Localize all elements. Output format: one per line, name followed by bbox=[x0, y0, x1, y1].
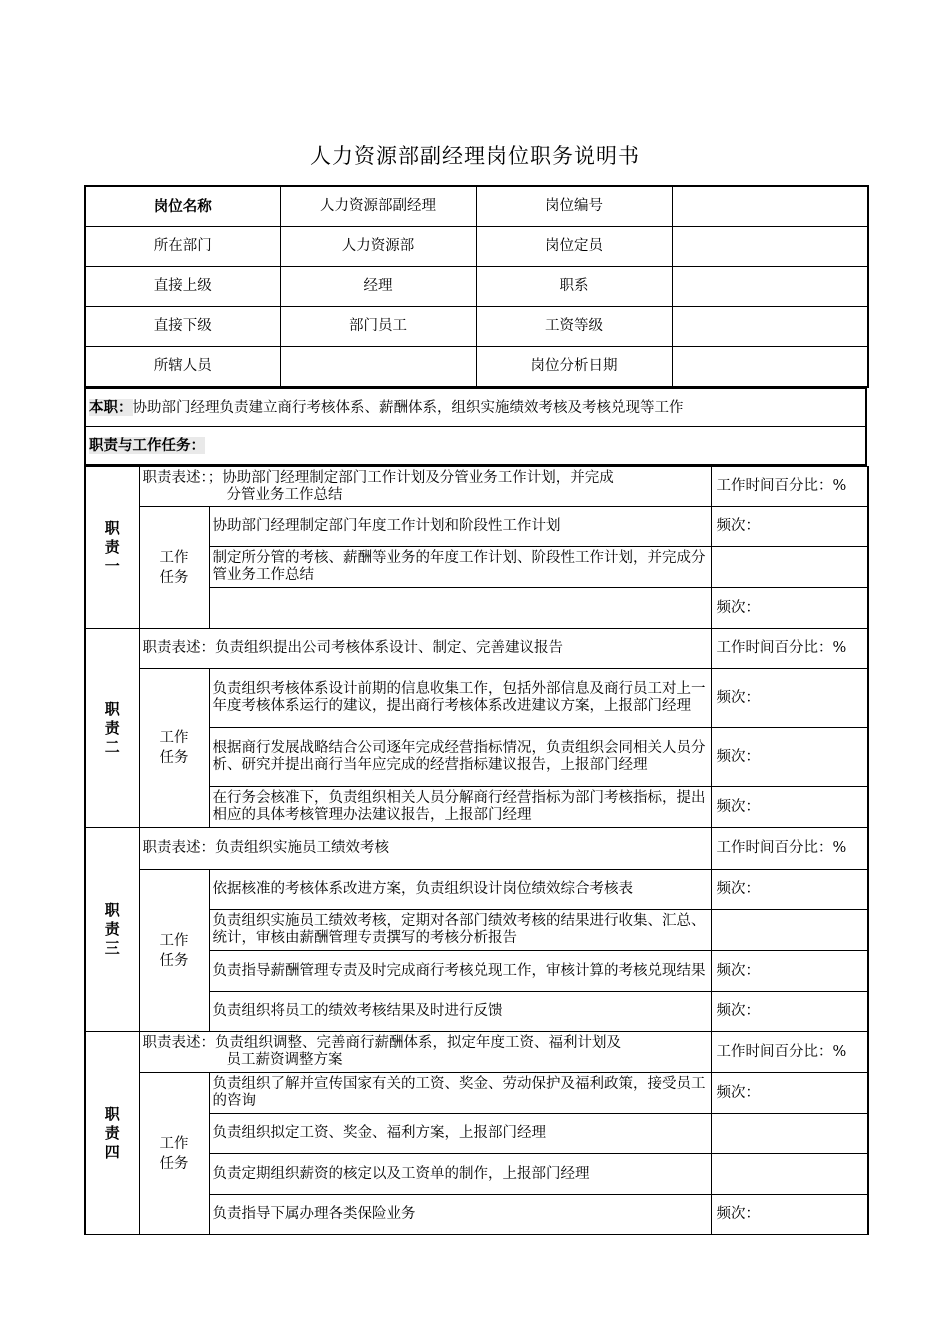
task-frequency bbox=[711, 910, 868, 951]
task-row bbox=[85, 1073, 868, 1114]
task-row bbox=[85, 669, 868, 728]
summary-table bbox=[84, 388, 867, 466]
page-title: 人力资源部副经理岗位职务说明书 bbox=[310, 144, 640, 168]
header-table bbox=[84, 185, 869, 388]
task-frequency: 频次： bbox=[711, 870, 868, 910]
task-text: 负责组织考核体系设计前期的信息收集工作，包括外部信息及商行员工对上一年度考核体系运行的建议，提出商行考核体系改进建议方案，上报部门经理 bbox=[209, 669, 711, 728]
task-frequency: 频次： bbox=[711, 951, 868, 992]
header-label: 所辖人员 bbox=[85, 347, 280, 388]
duty-label bbox=[85, 629, 139, 828]
header-value bbox=[672, 267, 868, 307]
duty-label-char: 责 bbox=[104, 920, 120, 938]
task-label-line2: 任务 bbox=[159, 750, 189, 766]
task-frequency bbox=[711, 1154, 868, 1195]
header-label: 职系 bbox=[476, 267, 672, 307]
duties-heading-row bbox=[85, 427, 866, 466]
task-text: 协助部门经理制定部门年度工作计划和阶段性工作计划 bbox=[209, 507, 711, 547]
task-frequency: 频次： bbox=[711, 1195, 868, 1235]
statement-prefix: 职责表述： bbox=[142, 640, 215, 656]
header-value: 经理 bbox=[280, 267, 476, 307]
duties-heading: 职责与工作任务： bbox=[89, 436, 205, 454]
duty-statement-row bbox=[85, 1032, 868, 1073]
statement-line1: 负责组织提出公司考核体系设计、制定、完善建议报告 bbox=[215, 640, 563, 656]
duty-label-char: 职 bbox=[104, 699, 120, 718]
task-text: 负责指导下属办理各类保险业务 bbox=[209, 1195, 711, 1235]
duty-statement-row bbox=[85, 629, 868, 669]
summary-label: 本职： bbox=[89, 398, 133, 416]
duty-label-char: 职 bbox=[104, 901, 120, 919]
statement-prefix: 职责表述： bbox=[142, 469, 208, 486]
header-label: 岗位分析日期 bbox=[476, 347, 672, 388]
task-text: 依据核准的考核体系改进方案，负责组织设计岗位绩效综合考核表 bbox=[209, 870, 711, 910]
header-value: 人力资源部 bbox=[280, 227, 476, 267]
task-text bbox=[209, 588, 711, 629]
task-text: 负责组织实施员工绩效考核，定期对各部门绩效考核的结果进行收集、汇总、统计，审核由薪酬管理专责撰写的考核分析报告 bbox=[209, 910, 711, 951]
duty-statement-row bbox=[85, 467, 868, 507]
header-label: 岗位定员 bbox=[476, 227, 672, 267]
header-value bbox=[672, 227, 868, 267]
header-row bbox=[85, 186, 868, 227]
duty-label bbox=[85, 1032, 139, 1235]
duty-label-char: 责 bbox=[104, 718, 120, 737]
statement-line2: 员工薪资调整方案 bbox=[226, 1052, 343, 1068]
task-label-line1: 工作 bbox=[159, 932, 189, 949]
header-label: 直接下级 bbox=[85, 307, 280, 347]
header-label: 岗位名称 bbox=[85, 186, 280, 227]
task-text: 在行务会核准下，负责组织相关人员分解商行经营指标为部门考核指标，提出相应的具体考核管理办法建议报告，上报部门经理 bbox=[209, 787, 711, 828]
task-frequency: 频次： bbox=[711, 787, 868, 828]
task-frequency bbox=[711, 1114, 868, 1154]
task-frequency: 频次： bbox=[711, 728, 868, 787]
task-text: 根据商行发展战略结合公司逐年完成经营指标情况，负责组织会同相关人员分析、研究并提出商行当年应完成的经营指标建议报告，上报部门经理 bbox=[209, 728, 711, 787]
task-text: 负责组织将员工的绩效考核结果及时进行反馈 bbox=[209, 992, 711, 1032]
statement-line1: 负责组织实施员工绩效考核 bbox=[215, 840, 389, 856]
duty-statement-row bbox=[85, 828, 868, 870]
task-label bbox=[139, 870, 209, 1032]
duty-statement bbox=[139, 467, 711, 507]
duty-label-char: 三 bbox=[104, 939, 120, 957]
task-text: 制定所分管的考核、薪酬等业务的年度工作计划、阶段性工作计划，并完成分管业务工作总结 bbox=[209, 547, 711, 588]
task-frequency: 频次： bbox=[711, 992, 868, 1032]
task-frequency bbox=[711, 547, 868, 588]
task-row bbox=[85, 507, 868, 547]
task-label-line2: 任务 bbox=[159, 1155, 189, 1172]
task-text: 负责组织拟定工资、奖金、福利方案，上报部门经理 bbox=[209, 1114, 711, 1154]
task-label-line2: 任务 bbox=[159, 952, 189, 969]
statement-prefix: 职责表述： bbox=[142, 840, 215, 856]
task-frequency: 频次： bbox=[711, 669, 868, 728]
header-label: 直接上级 bbox=[85, 267, 280, 307]
task-label-line2: 任务 bbox=[159, 569, 189, 586]
task-label-line1: 工作 bbox=[159, 1135, 189, 1152]
duty-label-char: 二 bbox=[104, 737, 120, 756]
duty-label-char: 责 bbox=[104, 1123, 120, 1142]
header-row bbox=[85, 347, 868, 388]
summary-row bbox=[85, 389, 866, 427]
task-label-line1: 工作 bbox=[159, 549, 189, 566]
task-row bbox=[85, 870, 868, 910]
statement-prefix: 职责表述： bbox=[142, 1035, 215, 1051]
duty-label-char: 职 bbox=[104, 519, 120, 537]
duty-label bbox=[85, 828, 139, 1032]
task-frequency: 频次： bbox=[711, 1073, 868, 1114]
header-value: 部门员工 bbox=[280, 307, 476, 347]
task-text: 负责定期组织薪资的核定以及工资单的制作，上报部门经理 bbox=[209, 1154, 711, 1195]
header-value bbox=[672, 186, 868, 227]
duty-label bbox=[85, 467, 139, 629]
work-time-percent: 工作时间百分比：% bbox=[711, 467, 868, 507]
job-description-form bbox=[84, 185, 867, 1235]
work-time-percent: 工作时间百分比：% bbox=[711, 1032, 868, 1073]
header-value bbox=[280, 347, 476, 388]
statement-line2: 分管业务工作总结 bbox=[226, 486, 343, 503]
task-frequency: 频次： bbox=[711, 507, 868, 547]
duty-statement bbox=[139, 828, 711, 870]
statement-line1: 负责组织调整、完善商行薪酬体系，拟定年度工资、福利计划及 bbox=[215, 1035, 621, 1051]
header-row bbox=[85, 307, 868, 347]
summary-text: 协助部门经理负责建立商行考核体系、薪酬体系，组织实施绩效考核及考核兑现等工作 bbox=[132, 399, 684, 416]
task-label bbox=[139, 1073, 209, 1235]
work-time-percent: 工作时间百分比：% bbox=[711, 629, 868, 669]
task-text: 负责组织了解并宣传国家有关的工资、奖金、劳动保护及福利政策，接受员工的咨询 bbox=[209, 1073, 711, 1114]
statement-line1: ；协助部门经理制定部门工作计划及分管业务工作计划，并完成 bbox=[207, 469, 614, 486]
task-text: 负责指导薪酬管理专责及时完成商行考核兑现工作，审核计算的考核兑现结果 bbox=[209, 951, 711, 992]
header-value bbox=[672, 307, 868, 347]
header-row bbox=[85, 267, 868, 307]
header-value: 人力资源部副经理 bbox=[280, 186, 476, 227]
task-label-line1: 工作 bbox=[159, 730, 189, 746]
duties-table bbox=[84, 466, 869, 1235]
header-value bbox=[672, 347, 868, 388]
duty-statement bbox=[139, 629, 711, 669]
duty-label-char: 四 bbox=[104, 1142, 120, 1161]
duty-label-char: 职 bbox=[104, 1104, 120, 1123]
header-label: 工资等级 bbox=[476, 307, 672, 347]
duty-statement bbox=[139, 1032, 711, 1073]
header-label: 所在部门 bbox=[85, 227, 280, 267]
header-row bbox=[85, 227, 868, 267]
duty-label-char: 一 bbox=[104, 557, 120, 575]
duty-label-char: 责 bbox=[104, 538, 120, 556]
task-label bbox=[139, 507, 209, 629]
work-time-percent: 工作时间百分比：% bbox=[711, 828, 868, 870]
task-label bbox=[139, 669, 209, 828]
header-label: 岗位编号 bbox=[476, 186, 672, 227]
task-frequency: 频次： bbox=[711, 588, 868, 629]
